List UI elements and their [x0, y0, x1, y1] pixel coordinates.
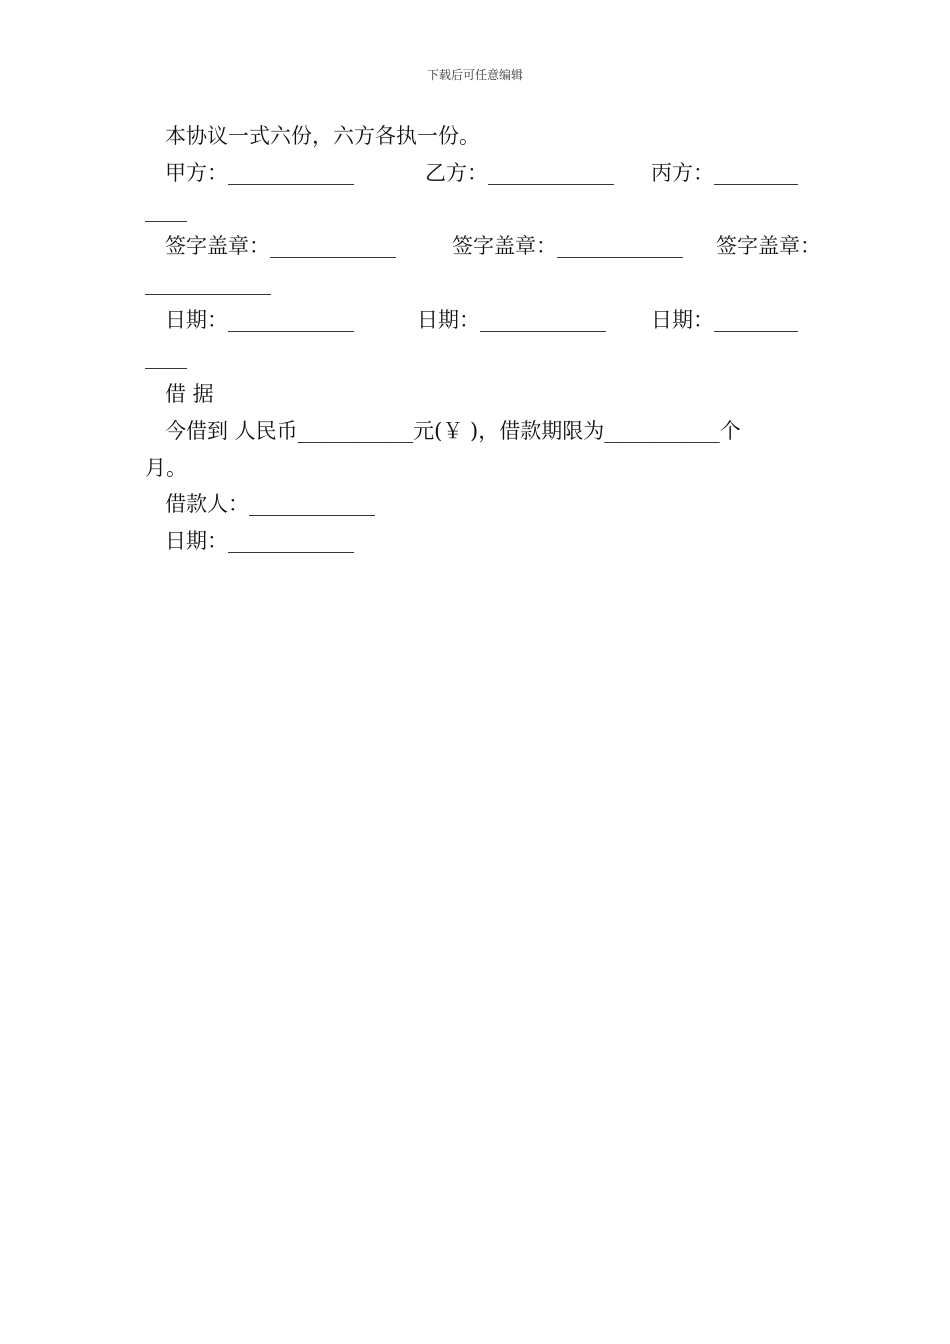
party-a-label: 甲方：____________	[165, 161, 354, 185]
date-c-line-continued: ____	[145, 345, 187, 369]
copies-statement: 本协议一式六份，六方各执一份。	[165, 124, 480, 148]
page-header: 下载后可任意编辑	[426, 68, 523, 82]
party-b-label: 乙方：____________	[425, 161, 614, 185]
date-a-label: 日期：____________	[165, 308, 354, 332]
party-c-line-continued: ____	[145, 198, 187, 222]
signature-c-line-continued: ____________	[145, 271, 271, 295]
date-c-label: 日期：________	[651, 308, 798, 332]
signature-c-label: 签字盖章：	[716, 234, 821, 258]
iou-title: 借 据	[165, 382, 214, 406]
signature-b-label: 签字盖章：____________	[452, 234, 683, 258]
borrower-label: 借款人：____________	[165, 492, 375, 516]
date-b-label: 日期：____________	[417, 308, 606, 332]
iou-body-continued: 月。	[145, 456, 187, 480]
iou-body: 今借到 人民币___________元(￥ )，借款期限为___________个	[165, 419, 741, 443]
signature-a-label: 签字盖章：____________	[165, 234, 396, 258]
iou-date-label: 日期：____________	[165, 529, 354, 553]
party-c-label: 丙方：________	[651, 161, 798, 185]
